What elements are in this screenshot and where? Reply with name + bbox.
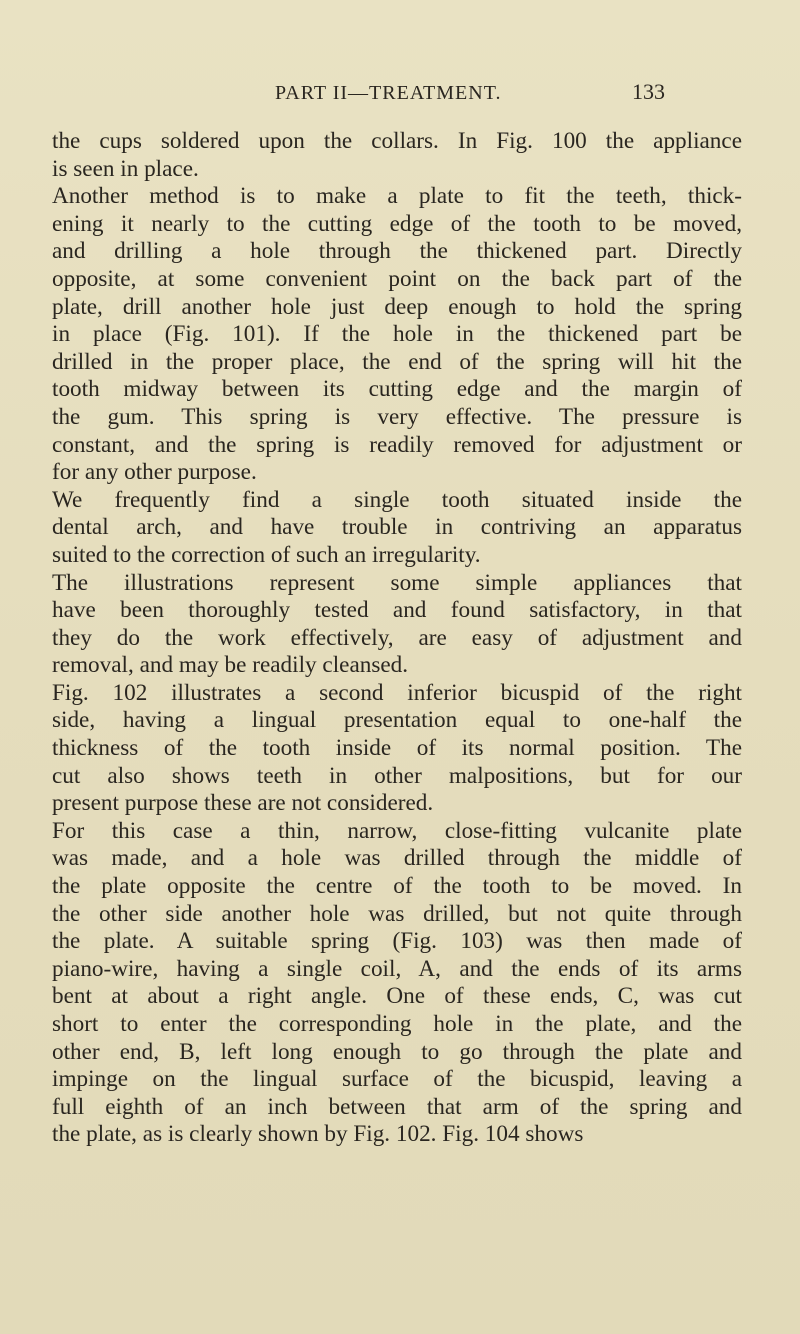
text-line: tooth midway between its cutting edge and the margin of (52, 376, 742, 403)
text-line: for any other purpose. (52, 459, 257, 486)
text-line: suited to the correction of such an irregularity. (52, 541, 481, 568)
text-line: dental arch, and have trouble in contriving an apparatus (52, 514, 742, 541)
text-line: ening it nearly to the cutting edge of the tooth to be moved, (52, 210, 742, 237)
text-line: cut also shows teeth in other malpositions, but for our (52, 762, 742, 789)
running-title: PART II—TREATMENT. (275, 82, 502, 104)
text-line: in place (Fig. 101). If the hole in the thickened part be (52, 321, 742, 348)
paragraph (52, 818, 742, 1149)
text-line: piano-wire, having a single coil, A, and the ends of its arms (52, 955, 742, 982)
text-line: opposite, at some convenient point on the back part of the (52, 265, 742, 292)
text-line: short to enter the corresponding hole in the plate, and the (52, 1011, 742, 1037)
paragraph (52, 680, 742, 818)
text-line: they do the work effectively, are easy of adjustment and (52, 624, 742, 651)
text-line: plate, drill another hole just deep enough to hold the spring (52, 293, 742, 320)
text-line: present purpose these are not considered. (52, 790, 434, 817)
page-number: 133 (632, 79, 665, 104)
text-line: impinge on the lingual surface of the bicuspid, leaving a (52, 1066, 742, 1093)
text-line: bent at about a right angle. One of these ends, C, was cut (52, 983, 742, 1010)
text-line: the cups soldered upon the collars. In Fig. 100 the appliance (52, 128, 742, 154)
text-line: and drilling a hole through the thickened part. Directly (52, 238, 742, 265)
text-line: the plate, as is clearly shown by Fig. 102. Fig. 104 shows (52, 1121, 584, 1148)
text-line: removal, and may be readily cleansed. (52, 652, 409, 679)
paragraph (52, 570, 742, 680)
text-line: other end, B, left long enough to go through the plate and (52, 1038, 742, 1065)
text-line: was made, and a hole was drilled through the middle of (52, 845, 742, 872)
text-line: is seen in place. (52, 155, 199, 182)
text-line: Another method is to make a plate to fit the teeth, thick- (52, 183, 742, 210)
body-text (52, 128, 742, 1149)
paragraph (52, 183, 742, 487)
text-line: The illustrations represent some simple appliances that (52, 569, 742, 596)
text-line: the gum. This spring is very effective. The pressure is (52, 403, 742, 430)
text-line: the plate opposite the centre of the tooth to be moved. In (52, 873, 742, 900)
text-line: the other side another hole was drilled, but not quite through (52, 900, 742, 927)
text-line: thickness of the tooth inside of its normal position. The (52, 735, 742, 762)
text-line: Fig. 102 illustrates a second inferior bicuspid of the right (52, 679, 742, 706)
text-line: drilled in the proper place, the end of the spring will hit the (52, 348, 742, 375)
text-line: side, having a lingual presentation equal to one-half the (52, 707, 742, 734)
text-line: For this case a thin, narrow, close-fitting vulcanite plate (52, 817, 742, 844)
paragraph (52, 128, 742, 183)
text-line: constant, and the spring is readily removed for adjustment or (52, 431, 742, 458)
text-line: full eighth of an inch between that arm of the spring and (52, 1093, 742, 1120)
running-head (0, 79, 800, 112)
text-line: the plate. A suitable spring (Fig. 103) was then made of (52, 928, 742, 955)
paragraph (52, 487, 742, 570)
text-line: have been thoroughly tested and found satisfactory, in that (52, 597, 742, 624)
text-line: We frequently find a single tooth situated inside the (52, 486, 742, 513)
